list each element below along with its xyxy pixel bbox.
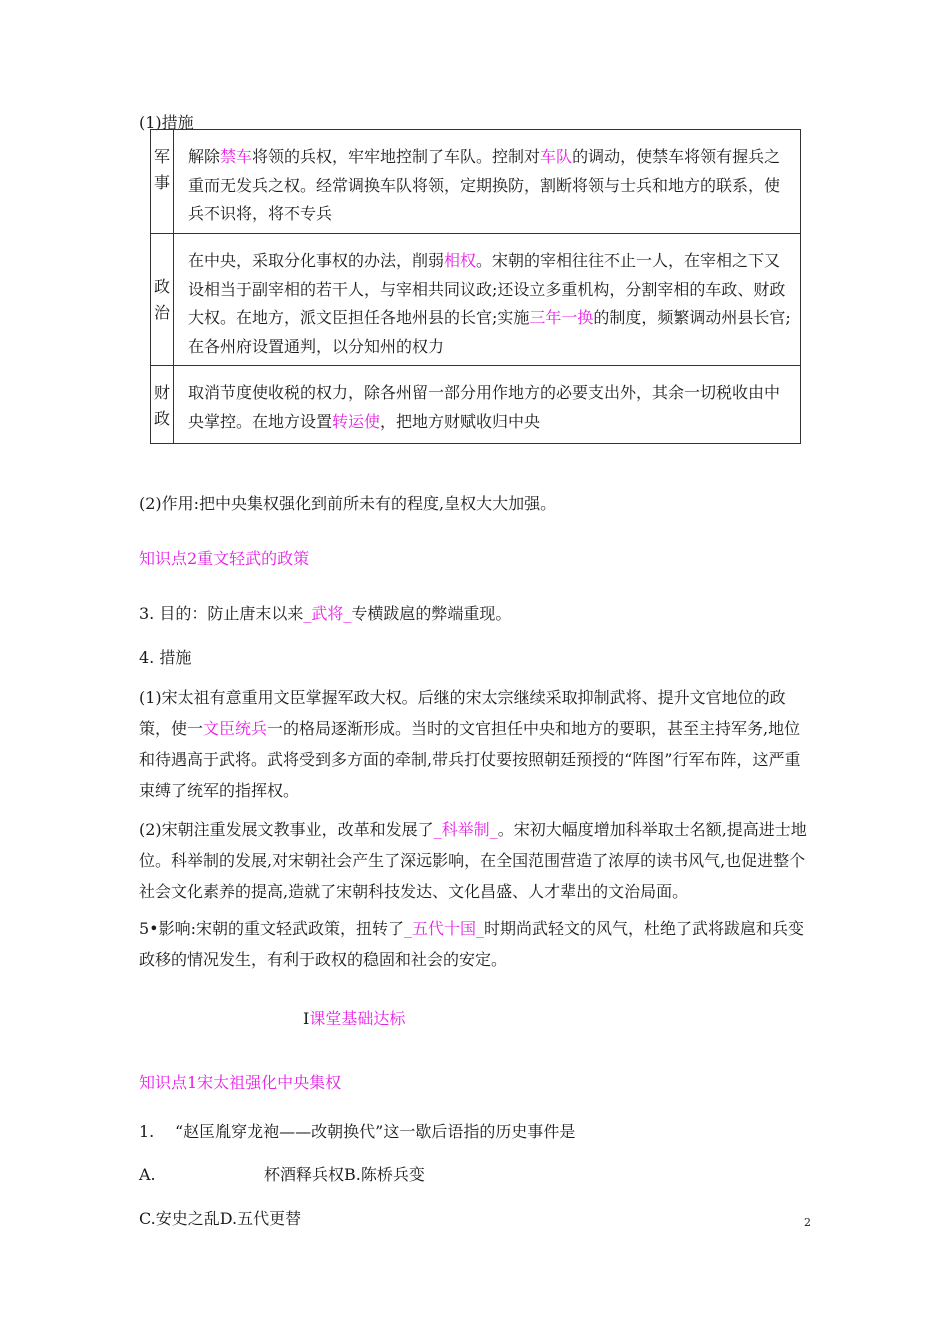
item-4: 4. 措施: [139, 648, 192, 667]
content-text: ，把地方财赋收归中央: [380, 411, 541, 431]
measures-heading: (1)措施: [139, 113, 194, 132]
content-text: 取消节度使收税的权力，除各州留一部分用作地方的必要支出外，其余一切税收由中央掌控。在地方设置: [188, 383, 781, 431]
highlight-term: 转运使: [332, 411, 381, 431]
row-content: [174, 234, 801, 366]
content-text: 的调动，使禁车将领有握兵之重而无发兵之权。经常调换车队将领，定期换防，割断将领与士兵和地方的联系，使兵不识将，将不专兵: [188, 147, 781, 223]
effect-text: (2)作用:把中央集权强化到前所未有的程度,皇权大大加强。: [139, 494, 557, 513]
blank-answer: _五代十国_: [404, 919, 485, 938]
section-title: I课堂基础达标: [303, 1009, 406, 1028]
measures-table: [150, 129, 801, 444]
options-cd: C.安史之乱D.五代更替: [139, 1209, 302, 1228]
highlight-term: 相权: [444, 251, 477, 270]
row-content: [174, 366, 801, 444]
table-row: [151, 366, 801, 444]
highlight-term: 禁车: [220, 147, 253, 166]
category-finance: 财 政: [151, 366, 174, 444]
content-text: 。宋朝的宰相往往不止一人，在宰相之下又设相当于副宰相的若干人，与宰相共同议政;还设立多重机构，分割宰相的车政、财政大权。在地方，派文臣担任各地州县的长官;实施: [188, 251, 786, 327]
table-row: [151, 234, 801, 366]
row-content: [174, 130, 801, 234]
highlight-term: 三年一换: [529, 308, 594, 327]
item-3: 3. 目的：防止唐末以来_武将_专横跋扈的弊端重现。: [139, 604, 512, 623]
highlight-term: 文臣统兵: [203, 719, 268, 738]
category-politics: 政 治: [151, 234, 174, 366]
content-text: 的制度，频繁调动州县长官;在各州府设置通判，以分知州的权力: [188, 308, 791, 356]
blank-answer: _武将_: [303, 604, 352, 623]
paragraph-2: (2)宋朝注重发展文教事业，改革和发展了_科举制_。宋初大幅度增加科举取士名额,提高进士地位。科举制的发展,对宋朝社会产生了深远影响，在全国范围营造了浓厚的读书风气,也促进整个社会文化素养的提高,造就了宋朝科技发达、文化昌盛、人才辈出的文治局面。: [139, 820, 807, 901]
page-number: 2: [804, 1216, 811, 1229]
knowledge-point-2-heading: 知识点2重文轻武的政策: [139, 549, 310, 568]
highlight-term: 车队: [540, 147, 573, 166]
table-row: [151, 130, 801, 234]
paragraph-1: (1)宋太祖有意重用文臣掌握军政大权。后继的宋太宗继续采取抑制武将、提升文官地位的政策，使一文臣统兵一的格局逐渐形成。当时的文官担任中央和地方的要职，甚至主持军务,地位和待遇高于武将。武将受到多方面的牵制,带兵打仗要按照朝廷预授的“阵图”行军布阵，这严重束缚了统军的指挥权。: [139, 688, 801, 800]
content-text: 在中央，采取分化事权的办法，削弱: [188, 251, 445, 270]
blank-answer: _科举制_: [433, 820, 498, 839]
content-text: 解除: [188, 147, 221, 166]
question-1: 1. “赵匡胤穿龙袍——改朝换代”这一歇后语指的历史事件是: [139, 1122, 576, 1141]
item-5: 5•影响:宋朝的重文轻武政策，扭转了_五代十国_时期尚武轻文的风气，杜绝了武将跋扈和兵变政移的情况发生，有利于政权的稳固和社会的安定。: [139, 919, 805, 969]
options-ab: A. 杯酒释兵权B.陈桥兵变: [139, 1165, 425, 1184]
knowledge-point-1-heading: 知识点1宋太祖强化中央集权: [139, 1073, 342, 1092]
category-military: 军 事: [151, 130, 174, 234]
content-text: 将领的兵权，牢牢地控制了车队。控制对: [252, 147, 541, 166]
